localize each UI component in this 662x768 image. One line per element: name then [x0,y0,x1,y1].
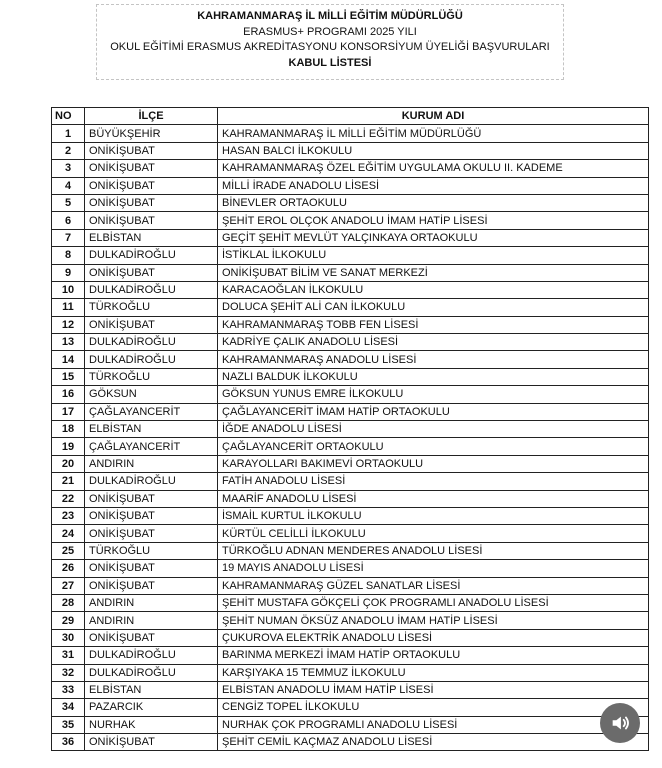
row-district: NURHAK [85,716,218,733]
row-district: ONİKİŞUBAT [85,212,218,229]
row-district: PAZARCIK [85,699,218,716]
row-institution: BARINMA MERKEZİ İMAM HATİP ORTAOKULU [218,647,649,664]
table-row [52,281,649,298]
row-number: 26 [52,560,85,577]
row-number: 10 [52,281,85,298]
table-row [52,507,649,524]
table-row [52,734,649,751]
row-institution: ÇUKUROVA ELEKTRİK ANADOLU LİSESİ [218,629,649,646]
row-district: ONİKİŞUBAT [85,142,218,159]
row-institution: ŞEHİT EROL OLÇOK ANADOLU İMAM HATİP LİSESİ [218,212,649,229]
row-institution: ŞEHİT NUMAN ÖKSÜZ ANADOLU İMAM HATİP LİSESİ [218,612,649,629]
column-header-no: NO [52,108,85,125]
row-institution: MAARİF ANADOLU LİSESİ [218,490,649,507]
row-number: 29 [52,612,85,629]
row-number: 12 [52,316,85,333]
row-number: 35 [52,716,85,733]
table-row [52,299,649,316]
row-district: ONİKİŞUBAT [85,734,218,751]
row-district: ANDIRIN [85,612,218,629]
row-district: DULKADİROĞLU [85,351,218,368]
table-row [52,368,649,385]
row-institution: ŞEHİT CEMİL KAÇMAZ ANADOLU LİSESİ [218,734,649,751]
row-number: 27 [52,577,85,594]
document-header [96,4,564,80]
row-district: ONİKİŞUBAT [85,629,218,646]
row-number: 8 [52,247,85,264]
table-row [52,125,649,142]
row-institution: FATİH ANADOLU LİSESİ [218,473,649,490]
row-district: ANDIRIN [85,594,218,611]
acceptance-table [51,107,649,751]
table-row [52,455,649,472]
row-district: GÖKSUN [85,386,218,403]
row-number: 16 [52,386,85,403]
table-row [52,716,649,733]
row-number: 2 [52,142,85,159]
row-institution: HASAN BALCI İLKOKULU [218,142,649,159]
row-institution: İĞDE ANADOLU LİSESİ [218,421,649,438]
row-institution: 19 MAYIS ANADOLU LİSESİ [218,560,649,577]
row-district: ELBİSTAN [85,681,218,698]
row-number: 13 [52,334,85,351]
table-row [52,647,649,664]
row-district: ELBİSTAN [85,421,218,438]
table-row [52,177,649,194]
row-district: DULKADİROĞLU [85,281,218,298]
table-row [52,194,649,211]
table-row [52,594,649,611]
row-district: ONİKİŞUBAT [85,160,218,177]
row-number: 18 [52,421,85,438]
row-district: ONİKİŞUBAT [85,507,218,524]
table-row [52,421,649,438]
table-row [52,560,649,577]
row-number: 5 [52,194,85,211]
row-institution: KAHRAMANMARAŞ TOBB FEN LİSESİ [218,316,649,333]
row-number: 34 [52,699,85,716]
table-row [52,473,649,490]
row-institution: ŞEHİT MUSTAFA GÖKÇELİ ÇOK PROGRAMLI ANADOLU LİSESİ [218,594,649,611]
row-district: ONİKİŞUBAT [85,577,218,594]
row-district: ONİKİŞUBAT [85,177,218,194]
row-district: ELBİSTAN [85,229,218,246]
row-institution: ÇAĞLAYANCERİT ORTAOKULU [218,438,649,455]
table-row [52,525,649,542]
row-number: 15 [52,368,85,385]
row-number: 3 [52,160,85,177]
row-district: DULKADİROĞLU [85,664,218,681]
row-district: DULKADİROĞLU [85,473,218,490]
row-number: 23 [52,507,85,524]
row-district: TÜRKOĞLU [85,299,218,316]
header-line-application: OKUL EĞİTİMİ ERASMUS AKREDİTASYONU KONSORSİYUM ÜYELİĞİ BAŞVURULARI [110,41,550,53]
row-institution: KAHRAMANMARAŞ İL MİLLİ EĞİTİM MÜDÜRLÜĞÜ [218,125,649,142]
row-institution: ELBİSTAN ANADOLU İMAM HATİP LİSESİ [218,681,649,698]
row-institution: DOLUCA ŞEHİT ALİ CAN İLKOKULU [218,299,649,316]
row-district: TÜRKOĞLU [85,542,218,559]
row-district: ONİKİŞUBAT [85,490,218,507]
row-number: 22 [52,490,85,507]
row-district: BÜYÜKŞEHİR [85,125,218,142]
column-header-kurum: KURUM ADI [218,108,649,125]
table-row [52,681,649,698]
row-number: 6 [52,212,85,229]
row-institution: KARŞIYAKA 15 TEMMUZ İLKOKULU [218,664,649,681]
row-number: 14 [52,351,85,368]
row-district: ÇAĞLAYANCERİT [85,403,218,420]
row-number: 24 [52,525,85,542]
row-district: TÜRKOĞLU [85,368,218,385]
row-number: 11 [52,299,85,316]
row-district: DULKADİROĞLU [85,247,218,264]
row-institution: GÖKSUN YUNUS EMRE İLKOKULU [218,386,649,403]
table-row [52,316,649,333]
row-institution: GEÇİT ŞEHİT MEVLÜT YALÇINKAYA ORTAOKULU [218,229,649,246]
row-institution: ONİKİŞUBAT BİLİM VE SANAT MERKEZİ [218,264,649,281]
table-row [52,612,649,629]
column-header-ilce: İLÇE [85,108,218,125]
row-institution: KADRİYE ÇALIK ANADOLU LİSESİ [218,334,649,351]
table-row [52,629,649,646]
row-district: ANDIRIN [85,455,218,472]
row-number: 36 [52,734,85,751]
row-number: 9 [52,264,85,281]
row-district: ONİKİŞUBAT [85,264,218,281]
row-number: 33 [52,681,85,698]
row-institution: NURHAK ÇOK PROGRAMLI ANADOLU LİSESİ [218,716,649,733]
table-row [52,699,649,716]
table-row [52,386,649,403]
table-row [52,490,649,507]
header-line-program: ERASMUS+ PROGRAMI 2025 YILI [243,25,417,38]
speaker-icon [609,712,631,734]
row-institution: MİLLİ İRADE ANADOLU LİSESİ [218,177,649,194]
row-number: 17 [52,403,85,420]
row-number: 30 [52,629,85,646]
header-line-list-title: KABUL LİSTESİ [288,56,372,69]
row-number: 7 [52,229,85,246]
row-number: 25 [52,542,85,559]
row-district: ONİKİŞUBAT [85,560,218,577]
table-row [52,212,649,229]
row-institution: KÜRTÜL CELİLLİ İLKOKULU [218,525,649,542]
row-district: ONİKİŞUBAT [85,316,218,333]
row-district: DULKADİROĞLU [85,647,218,664]
table-row [52,351,649,368]
row-number: 4 [52,177,85,194]
row-institution: TÜRKOĞLU ADNAN MENDERES ANADOLU LİSESİ [218,542,649,559]
table-row [52,264,649,281]
row-number: 19 [52,438,85,455]
row-institution: İSTİKLAL İLKOKULU [218,247,649,264]
table-row [52,403,649,420]
table-row [52,577,649,594]
row-number: 1 [52,125,85,142]
audio-play-button[interactable] [600,703,640,743]
header-line-directorate: KAHRAMANMARAŞ İL MİLLİ EĞİTİM MÜDÜRLÜĞÜ [197,10,463,22]
row-institution: İSMAİL KURTUL İLKOKULU [218,507,649,524]
row-institution: KAHRAMANMARAŞ ANADOLU LİSESİ [218,351,649,368]
row-institution: KARACAOĞLAN İLKOKULU [218,281,649,298]
row-district: DULKADİROĞLU [85,334,218,351]
row-district: ONİKİŞUBAT [85,525,218,542]
row-number: 32 [52,664,85,681]
table-row [52,542,649,559]
table-row [52,334,649,351]
row-institution: NAZLI BALDUK İLKOKULU [218,368,649,385]
row-number: 20 [52,455,85,472]
table-header-row [52,108,649,125]
table-row [52,247,649,264]
row-institution: BİNEVLER ORTAOKULU [218,194,649,211]
row-institution: CENGİZ TOPEL İLKOKULU [218,699,649,716]
row-number: 31 [52,647,85,664]
table-row [52,160,649,177]
row-institution: KAHRAMANMARAŞ ÖZEL EĞİTİM UYGULAMA OKULU II. KADEME [218,160,649,177]
row-institution: ÇAĞLAYANCERİT İMAM HATİP ORTAOKULU [218,403,649,420]
table-row [52,664,649,681]
row-institution: KAHRAMANMARAŞ GÜZEL SANATLAR LİSESİ [218,577,649,594]
table-row [52,438,649,455]
row-institution: KARAYOLLARI BAKIMEVİ ORTAOKULU [218,455,649,472]
row-district: ONİKİŞUBAT [85,194,218,211]
row-district: ÇAĞLAYANCERİT [85,438,218,455]
table-row [52,142,649,159]
row-number: 28 [52,594,85,611]
row-number: 21 [52,473,85,490]
table-row [52,229,649,246]
